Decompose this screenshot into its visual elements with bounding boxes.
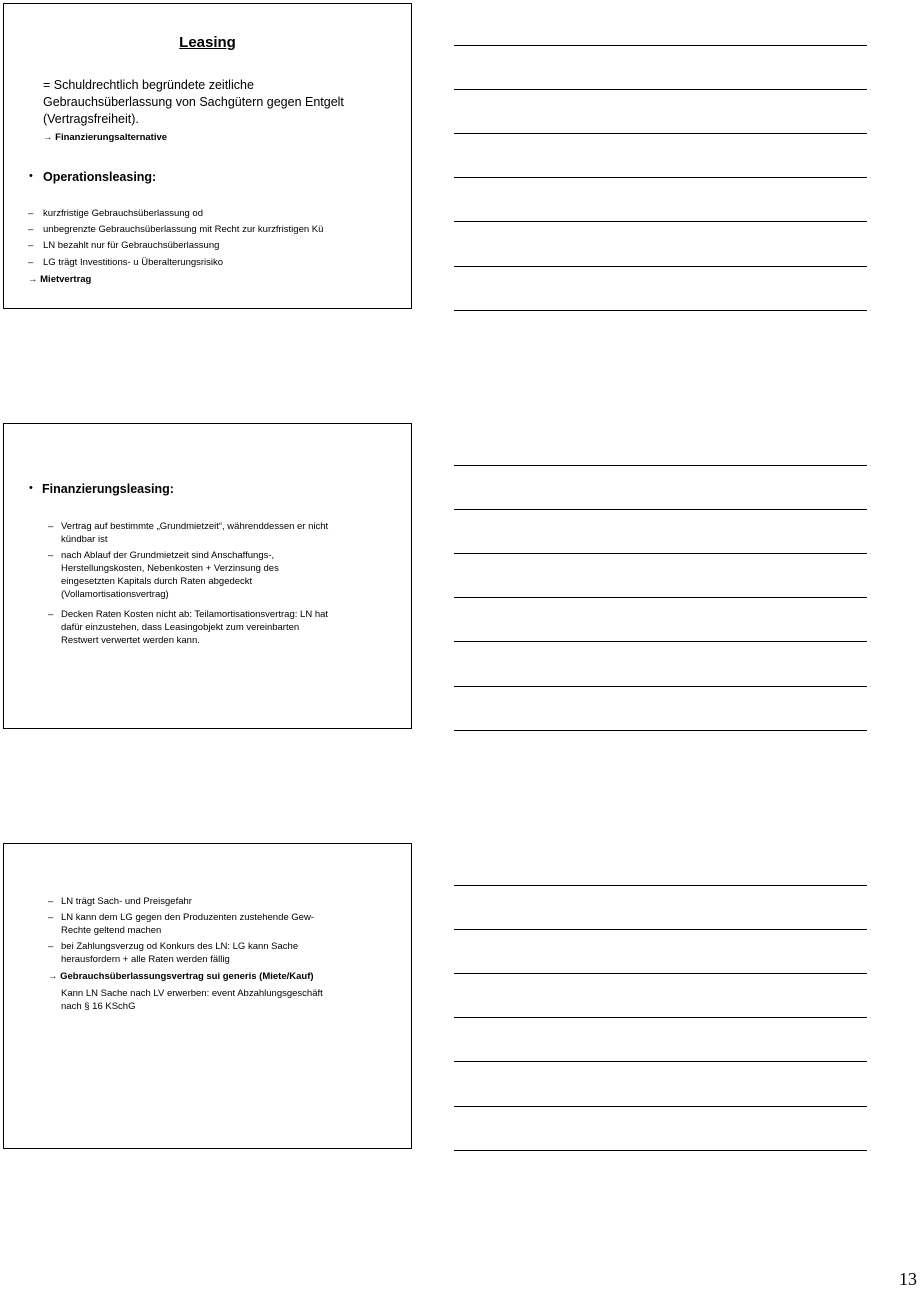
note-line-rule bbox=[454, 133, 867, 134]
dash: – bbox=[48, 550, 54, 561]
conclusion: → Mietvertrag bbox=[28, 274, 92, 285]
list-item-line: Vertrag auf bestimmte „Grundmietzeit“, währenddessen er nicht bbox=[61, 521, 329, 532]
arrow-note: → Finanzierungsalternative bbox=[43, 132, 168, 143]
note-line-rule bbox=[454, 509, 867, 510]
list-item-line: eingesetzten Kapitals durch Raten abgedeckt bbox=[61, 576, 253, 587]
definition-line-2: Gebrauchsüberlassung von Sachgütern gegen Entgelt bbox=[43, 95, 344, 109]
list-item-line: LN kann dem LG gegen den Produzenten zustehende Gew- bbox=[61, 912, 314, 923]
note-line-rule bbox=[454, 730, 867, 731]
dash: – bbox=[48, 941, 54, 952]
list-item-line: nach Ablauf der Grundmietzeit sind Anschaffungs-, bbox=[61, 550, 275, 561]
list-item-line: bei Zahlungsverzug od Konkurs des LN: LG kann Sache bbox=[61, 941, 299, 952]
dash: – bbox=[28, 240, 34, 251]
bullet: • bbox=[29, 170, 33, 182]
slide-gebrauchsueberlassung bbox=[3, 843, 412, 1149]
note-line-rule bbox=[454, 1061, 867, 1062]
slide-finanzierungsleasing bbox=[3, 423, 412, 729]
note-line-rule bbox=[454, 177, 867, 178]
note-line-rule bbox=[454, 597, 867, 598]
dash: – bbox=[48, 521, 54, 532]
note-line-rule bbox=[454, 1106, 867, 1107]
section-heading: Finanzierungsleasing: bbox=[42, 482, 174, 496]
section-heading: Operationsleasing: bbox=[43, 170, 157, 184]
dash: – bbox=[48, 896, 54, 907]
note-line-rule bbox=[454, 973, 867, 974]
bullet: • bbox=[29, 482, 33, 494]
dash: – bbox=[28, 257, 34, 268]
list-item-line: kündbar ist bbox=[61, 534, 108, 545]
list-item-line: LN trägt Sach- und Preisgefahr bbox=[61, 896, 192, 907]
note-line-rule bbox=[454, 553, 867, 554]
note-line-rule bbox=[454, 45, 867, 46]
list-item-line: herausfordern + alle Raten werden fällig bbox=[61, 954, 230, 965]
note-line-rule bbox=[454, 929, 867, 930]
dash: – bbox=[28, 208, 34, 219]
dash: – bbox=[48, 609, 54, 620]
note-line-rule bbox=[454, 686, 867, 687]
note-line: nach § 16 KSchG bbox=[61, 1001, 136, 1012]
note-line-rule bbox=[454, 266, 867, 267]
note-line-rule bbox=[454, 1150, 867, 1151]
note-line: Kann LN Sache nach LV erwerben: event Abzahlungsgeschäft bbox=[61, 988, 323, 999]
definition-line-3: (Vertragsfreiheit). bbox=[43, 112, 139, 126]
slide-title: Leasing bbox=[179, 34, 236, 51]
note-line-rule bbox=[454, 1017, 867, 1018]
slide-leasing bbox=[3, 3, 412, 309]
note-line-rule bbox=[454, 465, 867, 466]
list-item-line: dafür einzustehen, dass Leasingobjekt zum vereinbarten bbox=[61, 622, 300, 633]
list-item: unbegrenzte Gebrauchsüberlassung mit Recht zur kurzfristigen Kü bbox=[43, 224, 324, 235]
dash: – bbox=[28, 224, 34, 235]
page-number: 13 bbox=[899, 1269, 917, 1289]
list-item: LG trägt Investitions- u Überalterungsrisiko bbox=[43, 257, 224, 268]
list-item-line: (Vollamortisationsvertrag) bbox=[61, 589, 169, 600]
note-line-rule bbox=[454, 885, 867, 886]
list-item-line: Herstellungskosten, Nebenkosten + Verzinsung des bbox=[61, 563, 279, 574]
list-item-line: Rechte geltend machen bbox=[61, 925, 162, 936]
note-line-rule bbox=[454, 641, 867, 642]
list-item: kurzfristige Gebrauchsüberlassung od bbox=[43, 208, 204, 219]
list-item: LN bezahlt nur für Gebrauchsüberlassung bbox=[43, 240, 220, 251]
list-item-line: Restwert verwertet werden kann. bbox=[61, 635, 200, 646]
note-line-rule bbox=[454, 89, 867, 90]
note-line-rule bbox=[454, 221, 867, 222]
list-item-line: Decken Raten Kosten nicht ab: Teilamortisationsvertrag: LN hat bbox=[61, 609, 329, 620]
dash: – bbox=[48, 912, 54, 923]
definition-line-1: = Schuldrechtlich begründete zeitliche bbox=[43, 78, 254, 92]
note-line-rule bbox=[454, 310, 867, 311]
conclusion: → Gebrauchsüberlassungsvertrag sui generis (Miete/Kauf) bbox=[48, 971, 314, 982]
